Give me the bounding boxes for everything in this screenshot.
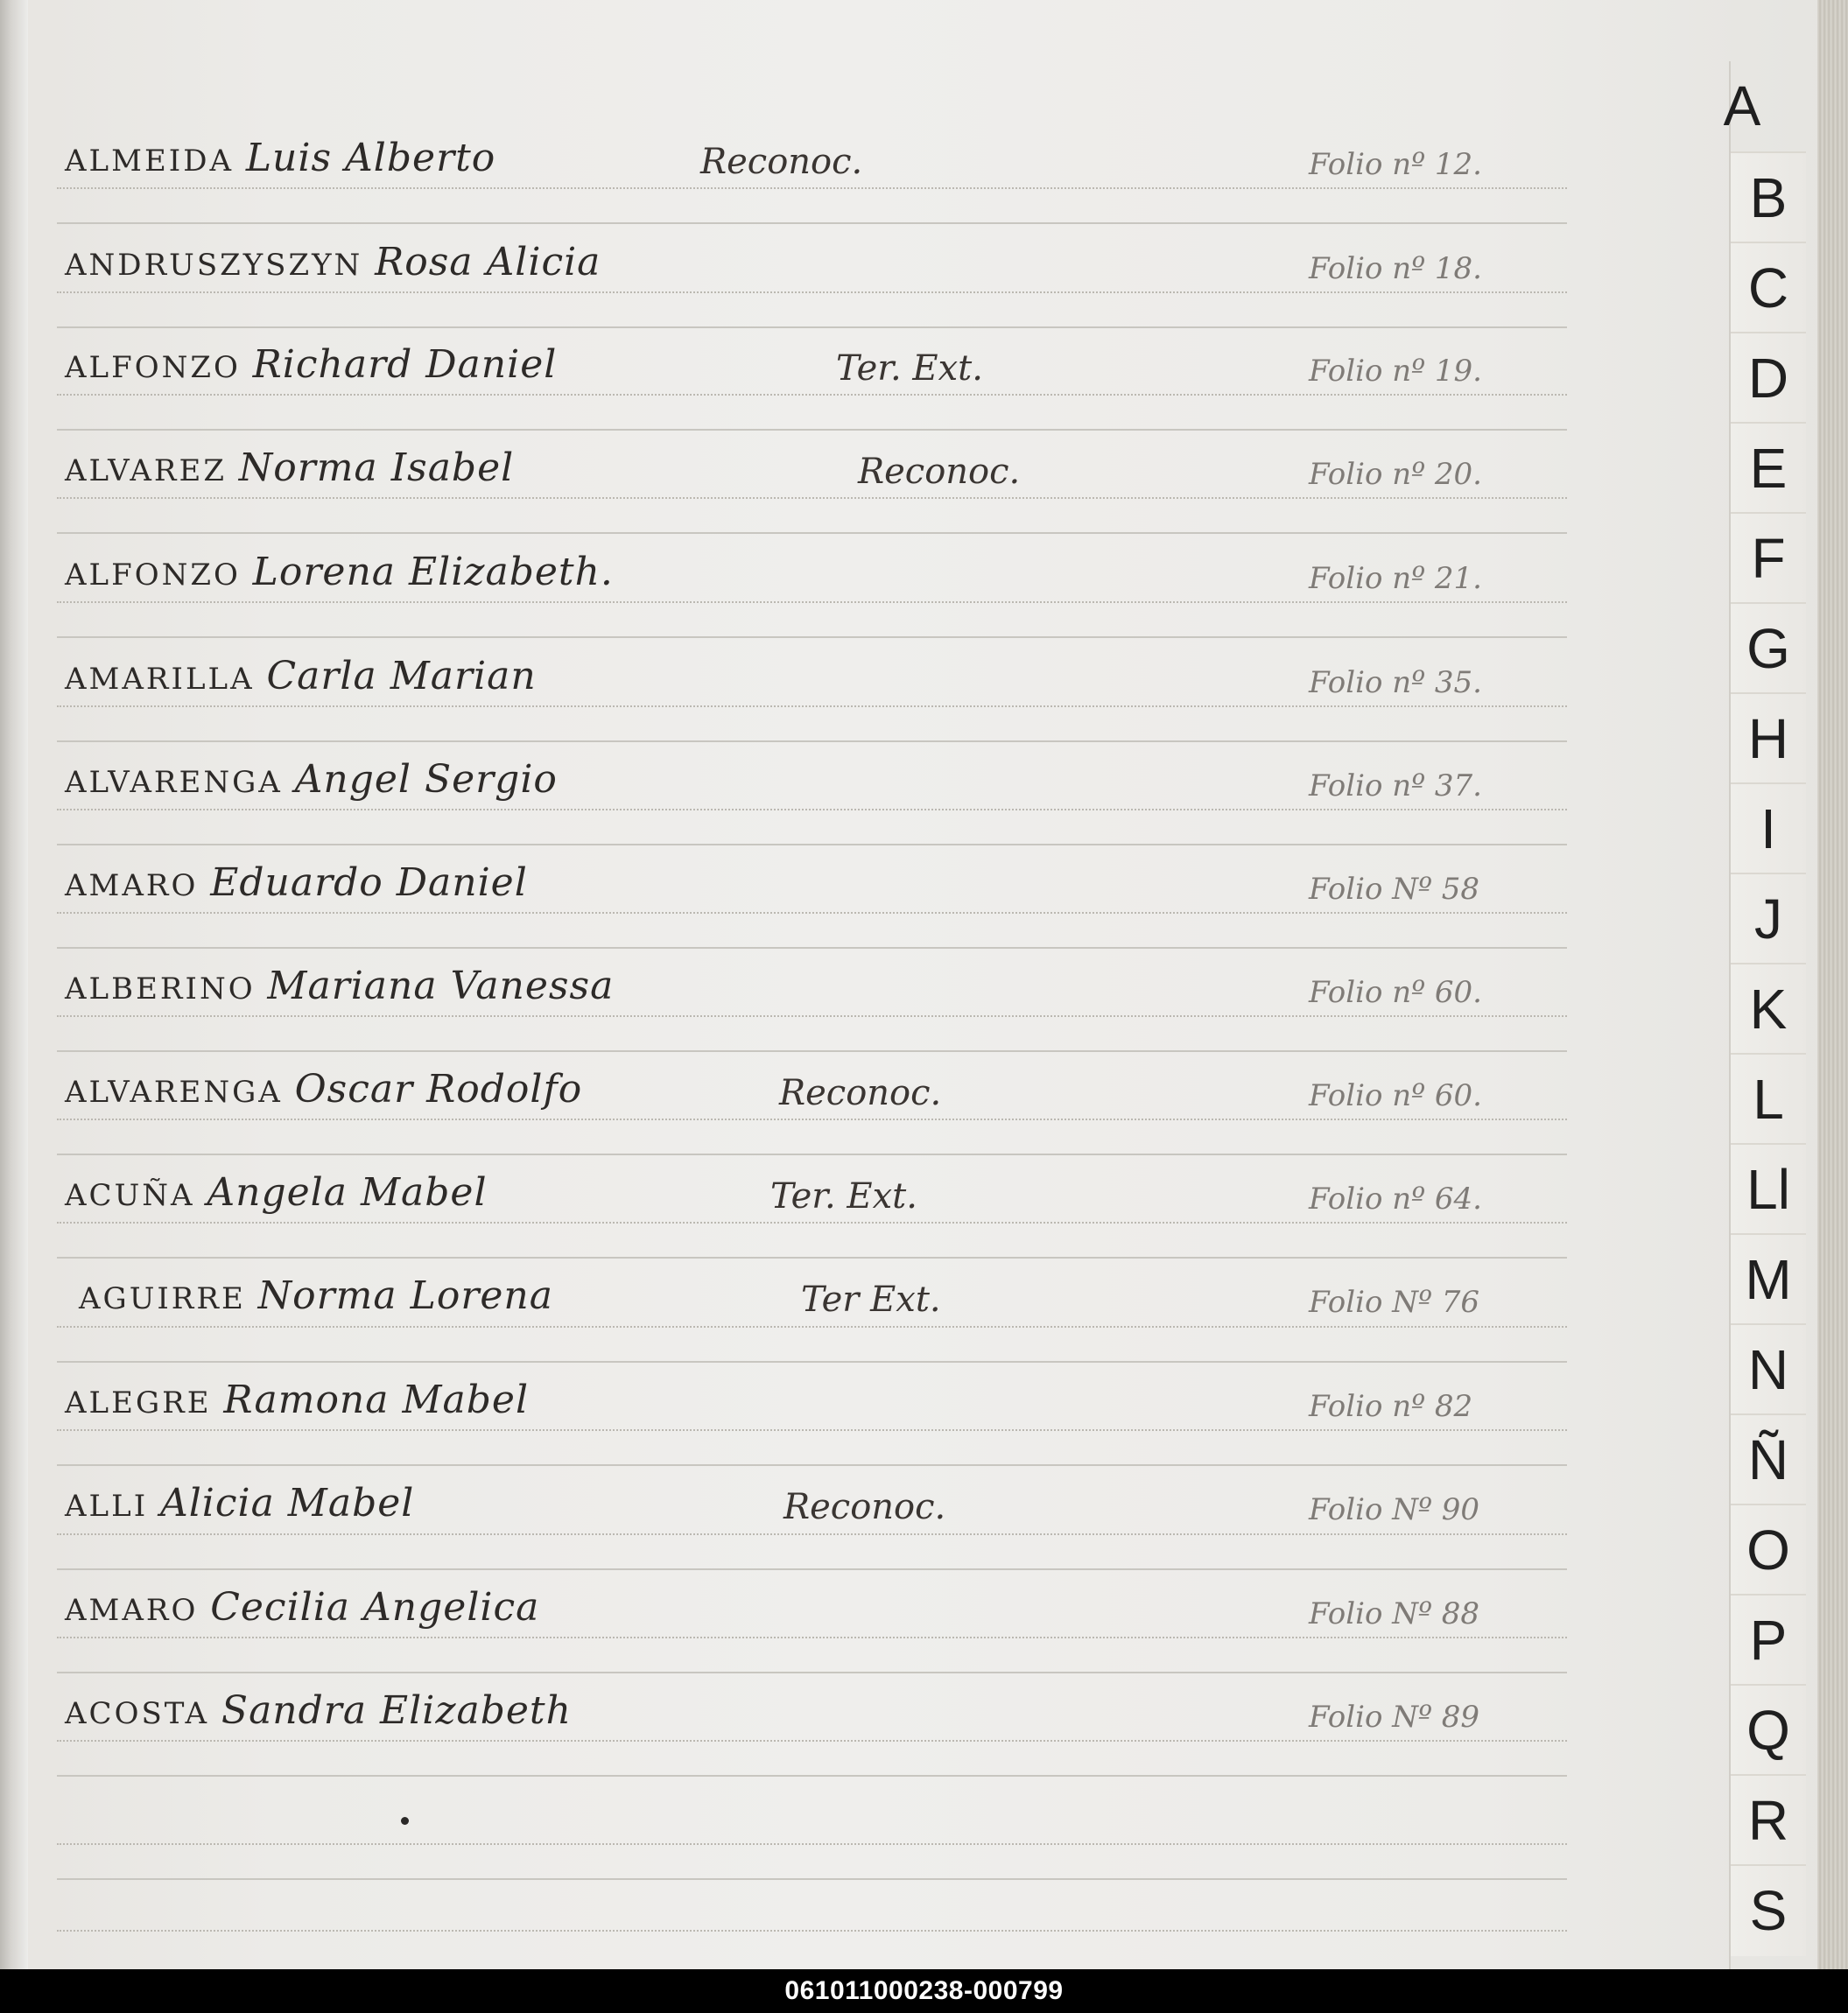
entry-given-names: Alicia Mabel (159, 1481, 415, 1526)
page-edge (1817, 0, 1848, 1969)
entry-given-names: Richard Daniel (252, 342, 558, 387)
index-entry (0, 427, 1576, 497)
tab-i[interactable]: I (1731, 782, 1806, 874)
entry-note: Reconoc. (858, 452, 1021, 492)
entry-given-names: Cecilia Angelica (210, 1585, 540, 1630)
entry-folio: Folio Nº 76 (1309, 1285, 1480, 1320)
entry-folio: Folio nº 19. (1309, 354, 1482, 389)
entry-given-names: Carla Marian (266, 654, 537, 698)
entry-folio: Folio Nº 89 (1309, 1700, 1480, 1735)
tab-p[interactable]: P (1731, 1594, 1806, 1686)
index-entry (0, 1255, 1576, 1325)
entry-surname: AGUIRRE (79, 1281, 246, 1316)
tab-e[interactable]: E (1731, 422, 1806, 514)
entry-given-names: Angela Mabel (207, 1170, 488, 1215)
index-entry (0, 1670, 1576, 1740)
entry-folio: Folio nº 35. (1309, 665, 1482, 700)
entry-given-names: Ramona Mabel (223, 1378, 530, 1422)
entry-given-names: Eduardo Daniel (210, 860, 528, 905)
entry-surname: ALEGRE (65, 1385, 212, 1420)
entry-folio: Folio nº 60. (1309, 1078, 1482, 1113)
entry-surname: AMARO (65, 868, 199, 903)
entry-folio: Folio nº 64. (1309, 1182, 1482, 1217)
tab-c[interactable]: C (1731, 242, 1806, 333)
tab-s[interactable]: S (1731, 1864, 1806, 1956)
tab-h[interactable]: H (1731, 692, 1806, 784)
entry-folio: Folio nº 82 (1309, 1389, 1473, 1424)
image-id-footer (0, 1969, 1848, 2013)
index-entry (0, 531, 1576, 601)
entry-surname: ALVARENGA (65, 765, 283, 800)
entry-given-names: Luis Alberto (245, 136, 496, 180)
tab-m[interactable]: M (1731, 1233, 1806, 1325)
index-entry (0, 324, 1576, 394)
entry-given-names: Norma Lorena (257, 1273, 553, 1318)
entry-surname: ALLI (65, 1489, 149, 1524)
tab-g[interactable]: G (1731, 602, 1806, 694)
entry-surname: ALVAREZ (65, 453, 227, 488)
entry-surname: ACUÑA (65, 1178, 195, 1213)
tab-f[interactable]: F (1731, 512, 1806, 604)
entry-surname: ALVARENGA (65, 1075, 283, 1110)
index-entry (0, 1567, 1576, 1637)
entry-note: Ter. Ext. (770, 1176, 917, 1217)
entry-given-names: Sandra Elizabeth (221, 1688, 572, 1733)
entry-folio: Folio Nº 58 (1309, 872, 1480, 907)
alphabet-tabs (1723, 61, 1806, 1969)
entry-folio: Folio nº 12. (1309, 147, 1482, 182)
entry-surname: AMARILLA (65, 662, 255, 697)
image-id-label: 061011000238-000799 (784, 1976, 1064, 2005)
index-entry (0, 842, 1576, 912)
entry-given-names: Angel Sergio (294, 757, 558, 802)
tab-o[interactable]: O (1731, 1504, 1806, 1596)
entry-folio: Folio nº 60. (1309, 975, 1482, 1010)
entry-folio: Folio Nº 88 (1309, 1596, 1480, 1631)
entry-given-names: Rosa Alicia (375, 240, 601, 284)
tab-d[interactable]: D (1731, 332, 1806, 424)
entry-folio: Folio Nº 90 (1309, 1492, 1480, 1527)
index-entry (0, 635, 1576, 705)
entry-note: Ter. Ext. (836, 348, 983, 389)
entry-folio: Folio nº 37. (1309, 768, 1482, 803)
entry-surname: AMARO (65, 1593, 199, 1628)
entry-surname: ALFONZO (65, 558, 241, 593)
index-entry (0, 1152, 1576, 1222)
entry-surname: ALFONZO (65, 350, 241, 385)
entry-surname: ALBERINO (65, 971, 256, 1006)
tab-l[interactable]: L (1731, 1053, 1806, 1145)
tab-q[interactable]: Q (1731, 1684, 1806, 1776)
index-entry (0, 1462, 1576, 1533)
tab-r[interactable]: R (1731, 1774, 1806, 1866)
entry-note: Ter Ext. (801, 1280, 941, 1320)
entry-surname: ALMEIDA (65, 144, 235, 179)
tab-k[interactable]: K (1731, 963, 1806, 1055)
index-entry (0, 221, 1576, 291)
entry-note: Reconoc. (779, 1073, 942, 1113)
tab-enye[interactable]: Ñ (1731, 1413, 1806, 1505)
index-entry (0, 1359, 1576, 1429)
entry-given-names: Norma Isabel (238, 445, 515, 490)
index-entry (0, 739, 1576, 809)
tab-b[interactable]: B (1731, 151, 1806, 243)
tab-ll[interactable]: Ll (1731, 1143, 1806, 1235)
tab-n[interactable]: N (1731, 1323, 1806, 1415)
entry-note: Reconoc. (700, 142, 863, 182)
entry-given-names: Oscar Rodolfo (294, 1067, 583, 1112)
entry-given-names: Lorena Elizabeth. (252, 550, 614, 594)
index-entry (0, 1049, 1576, 1119)
entry-surname: ACOSTA (65, 1696, 210, 1731)
entry-note: Reconoc. (783, 1487, 946, 1527)
ink-dot (401, 1817, 409, 1825)
entry-folio: Folio nº 21. (1309, 561, 1482, 596)
tab-j[interactable]: J (1731, 873, 1806, 964)
index-entry (0, 117, 1576, 187)
entry-folio: Folio nº 18. (1309, 251, 1482, 286)
entry-surname: ANDRUSZYSZYN (65, 248, 363, 283)
entry-given-names: Mariana Vanessa (267, 964, 615, 1008)
tab-a[interactable]: A (1723, 74, 1761, 137)
index-entry (0, 945, 1576, 1015)
entry-folio: Folio nº 20. (1309, 457, 1482, 492)
